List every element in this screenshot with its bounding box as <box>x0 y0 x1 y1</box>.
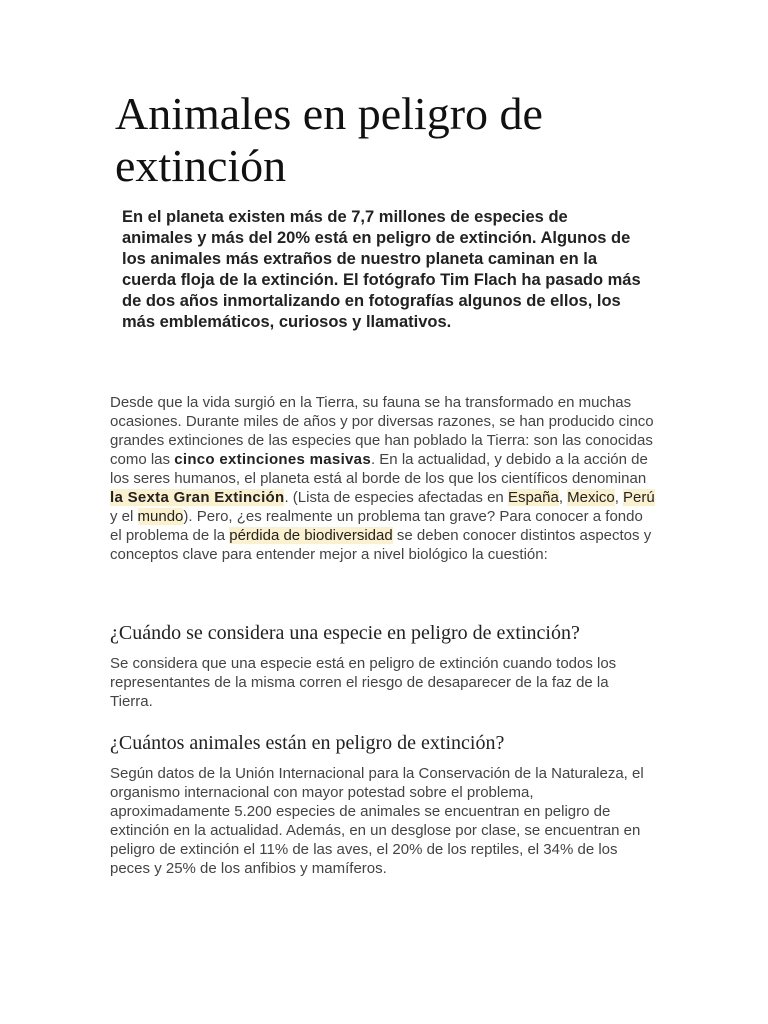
emphasis-cinco-extinciones: cinco extinciones masivas <box>174 451 371 468</box>
intro-text-1: Desde que la vida surgió en la Tierra, su fauna se ha transformado en muchas ocasiones. Durante miles de años y por diversas razones, se han producido cinco grandes extinciones de las especies que han poblado la Tierra: son las conocidas como las <box>110 394 654 468</box>
section-heading-cuando: ¿Cuándo se considera una especie en peligro de extinción? <box>110 622 580 644</box>
section-heading-cuantos: ¿Cuántos animales están en peligro de extinción? <box>110 732 505 754</box>
link-espana[interactable]: España <box>507 489 559 506</box>
intro-text-3: . (Lista de especies afectadas en <box>284 489 508 506</box>
link-mexico[interactable]: Mexico <box>567 489 615 506</box>
intro-text-5: , <box>614 489 624 506</box>
lead-paragraph: En el planeta existen más de 7,7 millones de especies de animales y más del 20% está en peligro de extinción. Algunos de los animales más extraños de nuestro planeta caminan en la cuerda floja de la extinción. El fotógrafo Tim Flach ha pasado más de dos años inmortalizando en fotografías algunos de ellos, los más emblemáticos, curiosos y llamativos. <box>122 208 641 331</box>
intro-text-7: ). Pero, ¿es realmente un problema tan grave? Para conocer a fondo el problema de la <box>110 508 643 544</box>
section-paragraph-cuantos: Según datos de la Unión Internacional para la Conservación de la Naturaleza, el organismo internacional con mayor potestad sobre el problema, aproximadamente 5.200 especies de animales se encuentran en peligro de extinción en la actualidad. Además, en un desglose por clase, se encuentran en peligro de extinción el 11% de las aves, el 20% de los reptiles, el 34% de los peces y 25% de los anfibios y mamíferos. <box>110 765 644 877</box>
intro-text-6: y el <box>110 508 138 525</box>
link-peru[interactable]: Perú <box>623 489 655 506</box>
intro-text-2: . En la actualidad, y debido a la acción de los seres humanos, el planeta está al borde de los que los científicos denominan <box>110 451 648 487</box>
intro-text-4: , <box>558 489 568 506</box>
section-paragraph-cuando: Se considera que una especie está en peligro de extinción cuando todos los representantes de la misma corren el riesgo de desaparecer de la faz de la Tierra. <box>110 655 617 710</box>
link-sexta-gran-extincion[interactable]: la Sexta Gran Extinción <box>110 489 285 506</box>
link-mundo[interactable]: mundo <box>137 508 184 525</box>
intro-text-8: se deben conocer distintos aspectos y conceptos clave para entender mejor a nivel biológico la cuestión: <box>110 527 652 563</box>
page-title: Animales en peligro de extinción <box>115 88 543 191</box>
link-perdida-biodiversidad[interactable]: pérdida de biodiversidad <box>229 527 393 544</box>
intro-paragraph <box>110 393 655 564</box>
